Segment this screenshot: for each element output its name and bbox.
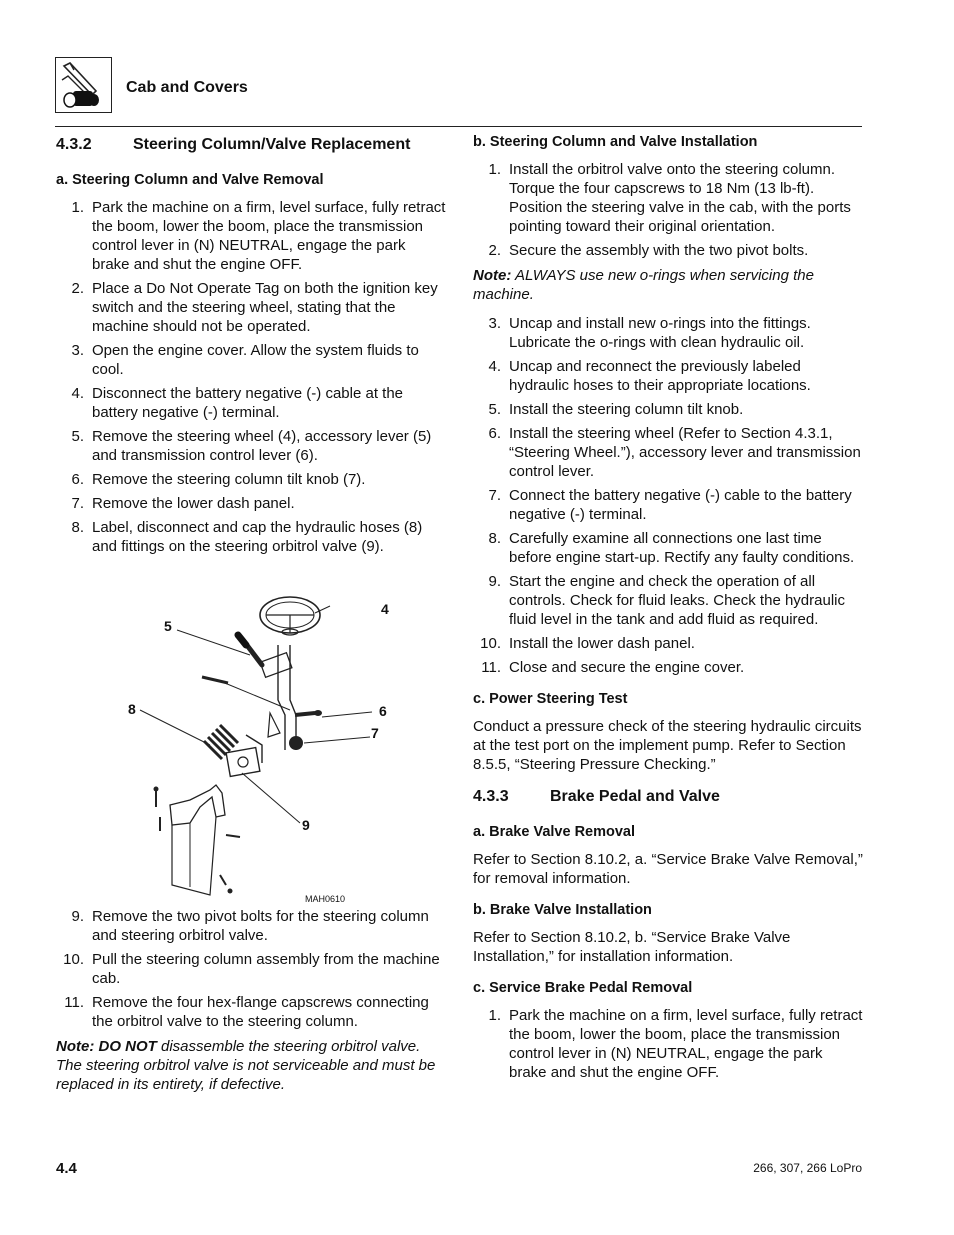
subheading-c: c. Power Steering Test	[473, 691, 628, 707]
list-item	[473, 572, 863, 629]
step-text: Remove the steering wheel (4), accessory lever (5) and transmission control lever (6).	[92, 428, 432, 464]
header-rule	[55, 126, 862, 127]
step-text: Start the engine and check the operation of all controls. Check for fluid leaks. Check the hydraulic fluid level in the tank and add fluid as required.	[509, 573, 845, 628]
step-number: 1.	[71, 199, 84, 216]
figure-code: MAH0610	[305, 894, 346, 904]
steering-column-diagram	[128, 585, 410, 910]
paragraph-power-steering: Conduct a pressure check of the steering hydraulic circuits at the test port on the implement pump. Refer to Section 8.5.5, “Steering Pressure Checking.”	[473, 718, 862, 773]
pedal-removal-steps	[473, 1006, 863, 1082]
telehandler-logo-icon	[56, 58, 110, 111]
section-title: Steering Column/Valve Replacement	[133, 136, 411, 153]
list-item	[56, 993, 446, 1031]
subheading-brake-b: b. Brake Valve Installation	[473, 902, 652, 918]
callout-5: 5	[164, 618, 172, 634]
paragraph-brake-installation: Refer to Section 8.10.2, b. “Service Brake Valve Installation,” for installation information.	[473, 929, 791, 965]
list-item	[473, 529, 863, 567]
installation-steps-continued	[473, 314, 863, 677]
model-list: 266, 307, 266 LoPro	[753, 1161, 862, 1175]
step-number: 9.	[71, 908, 84, 925]
list-item	[473, 658, 863, 677]
list-item	[56, 341, 446, 379]
list-item	[473, 314, 863, 352]
list-item	[473, 424, 863, 481]
note-text: ALWAYS use new o-rings when servicing the machine.	[473, 267, 814, 303]
step-number: 7.	[71, 495, 84, 512]
step-number: 5.	[488, 401, 501, 418]
callout-9: 9	[302, 817, 310, 833]
step-number: 4.	[71, 385, 84, 402]
step-number: 4.	[488, 358, 501, 375]
callout-6: 6	[379, 703, 387, 719]
step-text: Install the lower dash panel.	[509, 635, 695, 652]
step-number: 5.	[71, 428, 84, 445]
section-heading-4-3-3	[473, 788, 863, 806]
step-text: Remove the two pivot bolts for the steering column and steering orbitrol valve.	[92, 908, 429, 944]
step-number: 1.	[488, 161, 501, 178]
list-item	[473, 486, 863, 524]
subheading-b: b. Steering Column and Valve Installation	[473, 134, 758, 150]
right-column	[473, 134, 863, 1087]
removal-steps-continued	[56, 907, 446, 1031]
section-title: Brake Pedal and Valve	[550, 788, 720, 805]
step-number: 11.	[64, 994, 84, 1011]
step-number: 9.	[488, 573, 501, 590]
step-number: 11.	[481, 659, 501, 676]
step-text: Install the steering column tilt knob.	[509, 401, 744, 418]
list-item	[56, 470, 446, 489]
step-text: Secure the assembly with the two pivot bolts.	[509, 242, 809, 259]
list-item	[56, 279, 446, 336]
step-text: Place a Do Not Operate Tag on both the ignition key switch and the steering wheel, stating that the machine should not be operated.	[92, 280, 438, 335]
subheading-brake-c: c. Service Brake Pedal Removal	[473, 980, 693, 996]
list-item	[473, 1006, 863, 1082]
callout-8: 8	[128, 701, 136, 717]
step-number: 6.	[71, 471, 84, 488]
step-text: Connect the battery negative (-) cable to the battery negative (-) terminal.	[509, 487, 852, 523]
step-number: 7.	[488, 487, 501, 504]
step-text: Close and secure the engine cover.	[509, 659, 745, 676]
note-left	[56, 1037, 446, 1094]
note-text: disassemble the steering orbitrol valve. The steering orbitrol valve is not serviceable and must be replaced in its entirety, if defective.	[56, 1038, 436, 1093]
callout-7: 7	[371, 725, 379, 741]
step-number: 3.	[488, 315, 501, 332]
removal-steps	[56, 198, 446, 556]
note-label: Note: DO NOT	[56, 1038, 157, 1055]
header-title: Cab and Covers	[126, 79, 248, 96]
step-text: Remove the four hex-flange capscrews connecting the orbitrol valve to the steering column.	[92, 994, 429, 1030]
list-item	[56, 494, 446, 513]
note-right	[473, 266, 863, 304]
list-item	[473, 241, 863, 260]
list-item	[56, 518, 446, 556]
list-item	[56, 384, 446, 422]
step-number: 8.	[71, 519, 84, 536]
list-item	[56, 198, 446, 274]
list-item	[56, 427, 446, 465]
step-text: Park the machine on a firm, level surface, fully retract the boom, lower the boom, place the transmission control lever in (N) NEUTRAL, engage the park brake and shut the engine OFF.	[92, 199, 446, 273]
step-text: Label, disconnect and cap the hydraulic hoses (8) and fittings on the steering orbitrol valve (9).	[92, 519, 423, 555]
list-item	[473, 634, 863, 653]
step-text: Remove the steering column tilt knob (7).	[92, 471, 366, 488]
step-text: Disconnect the battery negative (-) cable at the battery negative (-) terminal.	[92, 385, 404, 421]
list-item	[56, 907, 446, 945]
step-number: 10.	[63, 951, 84, 968]
step-text: Install the orbitrol valve onto the steering column. Torque the four capscrews to 18 Nm (13 lb-ft). Position the steering valve in the cab, with the ports pointing toward their original orientation.	[509, 161, 851, 235]
section-heading-4-3-2	[56, 136, 446, 154]
list-item	[473, 357, 863, 395]
step-number: 3.	[71, 342, 84, 359]
step-text: Uncap and reconnect the previously labeled hydraulic hoses to their appropriate locations.	[509, 358, 811, 394]
list-item	[56, 950, 446, 988]
paragraph-brake-removal: Refer to Section 8.10.2, a. “Service Brake Valve Removal,” for removal information.	[473, 851, 863, 887]
step-text: Remove the lower dash panel.	[92, 495, 295, 512]
section-number: 4.3.2	[56, 136, 92, 153]
subheading-brake-a: a. Brake Valve Removal	[473, 824, 636, 840]
list-item	[473, 400, 863, 419]
step-number: 6.	[488, 425, 501, 442]
step-text: Pull the steering column assembly from the machine cab.	[92, 951, 440, 987]
step-number: 8.	[488, 530, 501, 547]
step-text: Uncap and install new o-rings into the fittings. Lubricate the o-rings with clean hydraulic oil.	[509, 315, 811, 351]
installation-steps	[473, 160, 863, 260]
subheading-a: a. Steering Column and Valve Removal	[56, 172, 324, 188]
step-text: Carefully examine all connections one last time before engine start-up. Rectify any faulty conditions.	[509, 530, 855, 566]
step-number: 2.	[488, 242, 501, 259]
callout-4: 4	[381, 601, 389, 617]
page-number: 4.4	[56, 1160, 77, 1177]
section-number: 4.3.3	[473, 788, 509, 805]
step-text: Install the steering wheel (Refer to Section 4.3.1, “Steering Wheel.”), accessory lever and transmission control lever.	[509, 425, 861, 480]
section-logo	[55, 57, 112, 113]
step-number: 10.	[480, 635, 501, 652]
steering-column-figure	[128, 585, 410, 910]
step-number: 2.	[71, 280, 84, 297]
note-label: Note:	[473, 267, 512, 284]
list-item	[473, 160, 863, 236]
step-number: 1.	[488, 1007, 501, 1024]
step-text: Open the engine cover. Allow the system fluids to cool.	[92, 342, 419, 378]
step-text: Park the machine on a firm, level surface, fully retract the boom, lower the boom, place the transmission control lever in (N) NEUTRAL, engage the park brake and shut the engine OFF.	[509, 1007, 863, 1081]
